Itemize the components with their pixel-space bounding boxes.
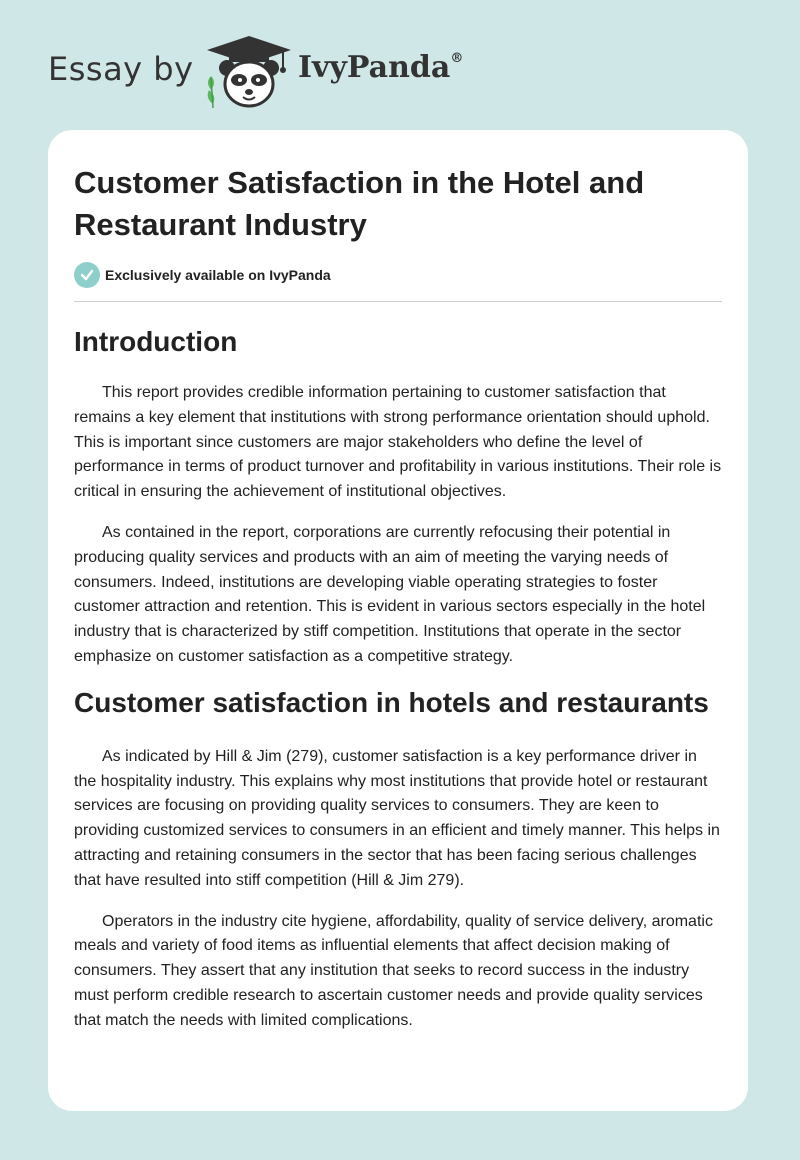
paragraph: Operators in the industry cite hygiene, affordability, quality of service delivery, aromatic meals and variety of food items as influential elements that affect decision making of consumers. They assert that any institution that seeks to record success in the industry must perform credible research to ascertain customer needs and provide quality services that match the needs with limited complications. bbox=[74, 912, 713, 1029]
exclusive-badge bbox=[74, 261, 722, 289]
section-heading-introduction: Introduction bbox=[74, 326, 238, 357]
article-title: Customer Satisfaction in the Hotel and Restaurant Industry bbox=[74, 165, 645, 242]
article-card bbox=[48, 130, 748, 1111]
brand-name-text: IvyPanda bbox=[298, 50, 451, 85]
site-header bbox=[48, 30, 748, 110]
paragraph: As contained in the report, corporations are currently refocusing their potential in producing quality services and products with an aim of meeting the varying needs of consumers. Indeed, institutions are developing viable operating strategies to foster customer attraction and retention. This is evident in various sectors especially in the hotel industry that is characterized by stiff competition. Institutions that operate in the sector emphasize on customer satisfaction as a competitive strategy. bbox=[74, 523, 706, 665]
registered-mark: ® bbox=[450, 51, 464, 66]
check-icon bbox=[74, 262, 100, 288]
exclusive-label: Exclusively available on IvyPanda bbox=[105, 267, 331, 283]
paragraph: This report provides credible information pertaining to customer satisfaction that remains a key element that institutions with strong performance orientation should uphold. This is important since customers are major stakeholders who define the level of performance in terms of product turnover and profitability in various institutions. Their role is critical in ensuring the achievement of institutional objectives. bbox=[74, 384, 722, 501]
brand-name[interactable] bbox=[298, 50, 463, 85]
paragraph: As indicated by Hill & Jim (279), customer satisfaction is a key performance driver in the hospitality industry. This explains why most institutions that provide hotel or restaurant services are focusing on providing quality services to consumers. They are keen to providing customized services to consumers in an efficient and timely manner. This helps in attracting and retaining consumers in the sector that has been facing serious challenges that have resulted into stiff competition (Hill & Jim 279). bbox=[74, 747, 720, 889]
section-heading-customer-satisfaction: Customer satisfaction in hotels and restaurants bbox=[74, 686, 709, 718]
title-divider bbox=[74, 301, 722, 302]
essay-by-label: Essay by bbox=[48, 50, 194, 88]
panda-logo-icon[interactable] bbox=[203, 34, 295, 110]
